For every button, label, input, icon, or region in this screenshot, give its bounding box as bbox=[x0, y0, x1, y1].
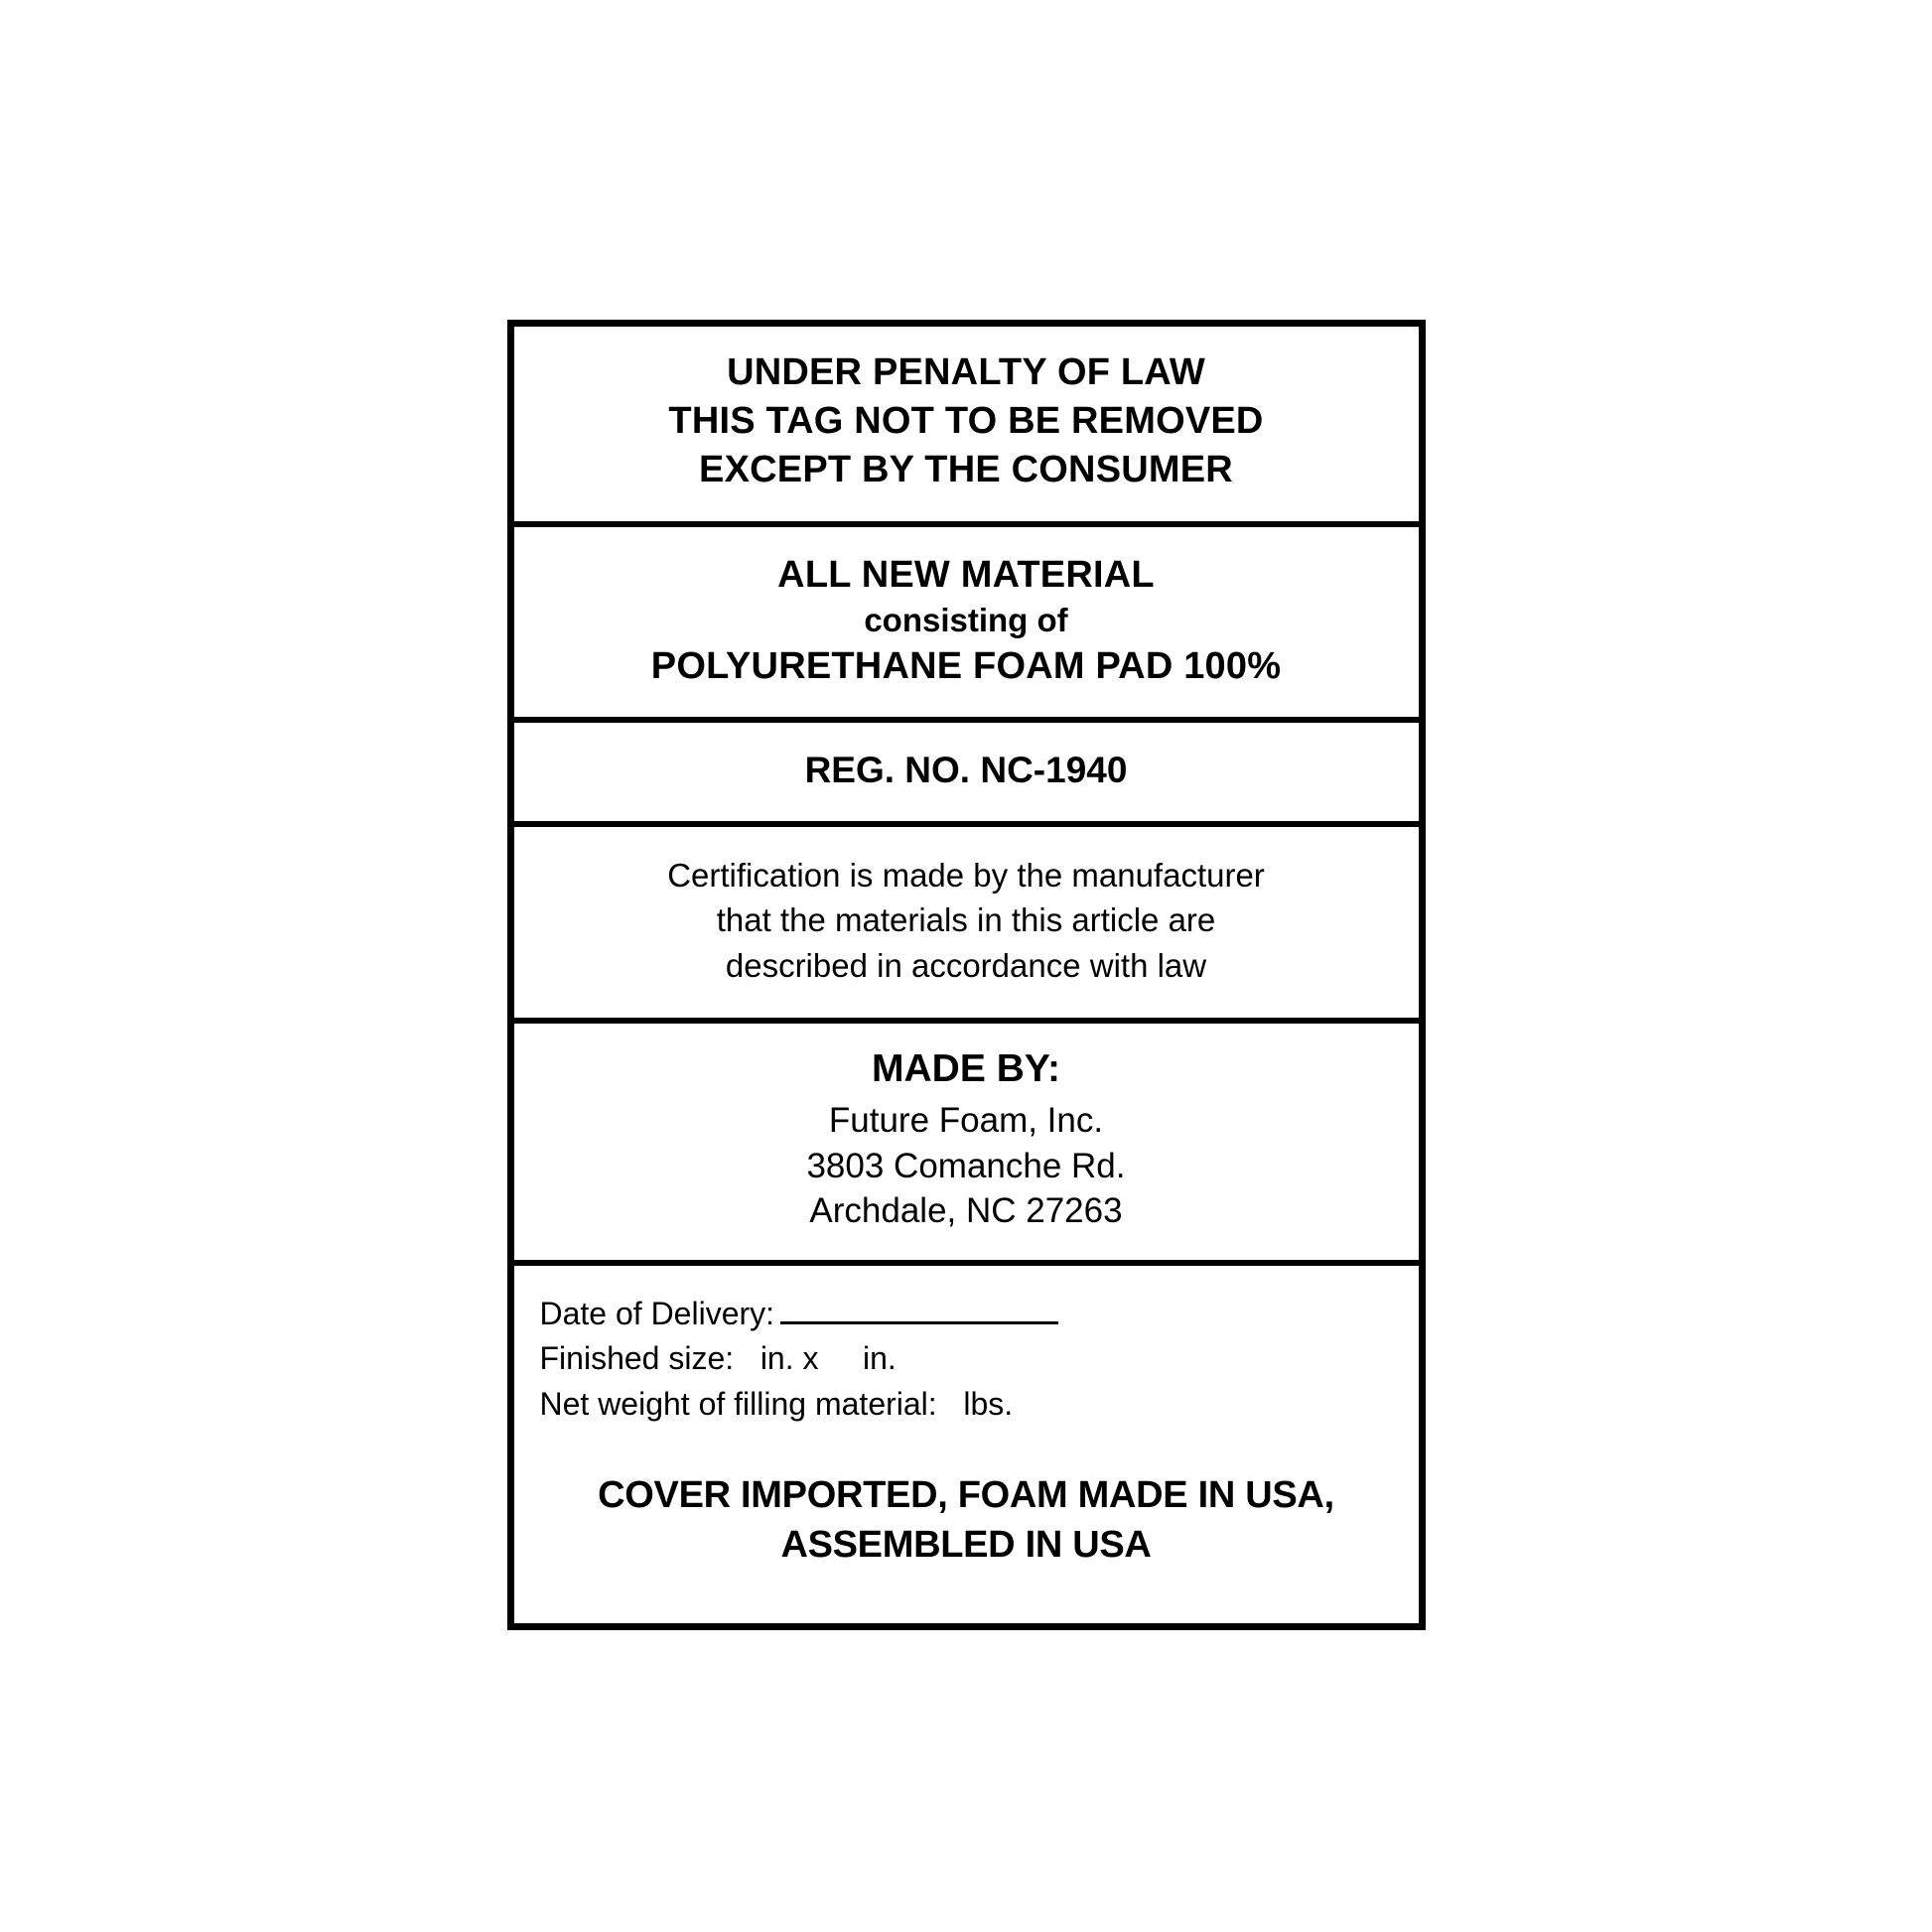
made-by-heading: MADE BY: bbox=[872, 1047, 1060, 1091]
material-line-2: consisting of bbox=[864, 602, 1068, 639]
law-label-tag bbox=[507, 320, 1426, 1631]
manufacturer-street: 3803 Comanche Rd. bbox=[806, 1146, 1126, 1185]
manufacturer-city-state-zip: Archdale, NC 27263 bbox=[809, 1191, 1123, 1231]
origin-line-2: ASSEMBLED IN USA bbox=[780, 1524, 1152, 1567]
penalty-line-1: UNDER PENALTY OF LAW bbox=[727, 350, 1205, 393]
finished-size-label: Finished size: bbox=[539, 1340, 735, 1377]
material-content-section bbox=[514, 527, 1419, 724]
net-weight-label: Net weight of filling material: bbox=[539, 1385, 937, 1422]
material-line-3: POLYURETHANE FOAM PAD 100% bbox=[650, 645, 1282, 688]
date-of-delivery-row bbox=[540, 1292, 1393, 1336]
date-of-delivery-input[interactable] bbox=[780, 1296, 1058, 1324]
certification-section bbox=[514, 827, 1419, 1025]
manufacturer-name: Future Foam, Inc. bbox=[828, 1101, 1104, 1141]
manufacturer-section bbox=[514, 1024, 1419, 1265]
certification-line-2: that the materials in this article are bbox=[716, 901, 1216, 939]
net-weight-row bbox=[540, 1382, 1393, 1427]
material-line-1: ALL NEW MATERIAL bbox=[777, 553, 1155, 596]
penalty-line-3: EXCEPT BY THE CONSUMER bbox=[699, 449, 1233, 491]
penalty-line-2: THIS TAG NOT TO BE REMOVED bbox=[668, 400, 1264, 443]
date-of-delivery-label: Date of Delivery: bbox=[539, 1295, 775, 1331]
certification-line-1: Certification is made by the manufacturer bbox=[667, 856, 1265, 894]
registration-number-section bbox=[514, 723, 1419, 826]
finished-size-row bbox=[540, 1336, 1393, 1381]
certification-line-3: described in accordance with law bbox=[725, 946, 1207, 984]
origin-statement-section bbox=[540, 1427, 1393, 1603]
registration-number: REG. NO. NC-1940 bbox=[804, 750, 1128, 791]
net-weight-value[interactable]: lbs. bbox=[963, 1385, 1014, 1422]
finished-size-value[interactable]: in. x in. bbox=[759, 1340, 897, 1377]
origin-line-1: COVER IMPORTED, FOAM MADE IN USA, bbox=[598, 1474, 1334, 1517]
fill-in-fields-section bbox=[514, 1266, 1419, 1624]
penalty-notice-section bbox=[514, 327, 1419, 527]
